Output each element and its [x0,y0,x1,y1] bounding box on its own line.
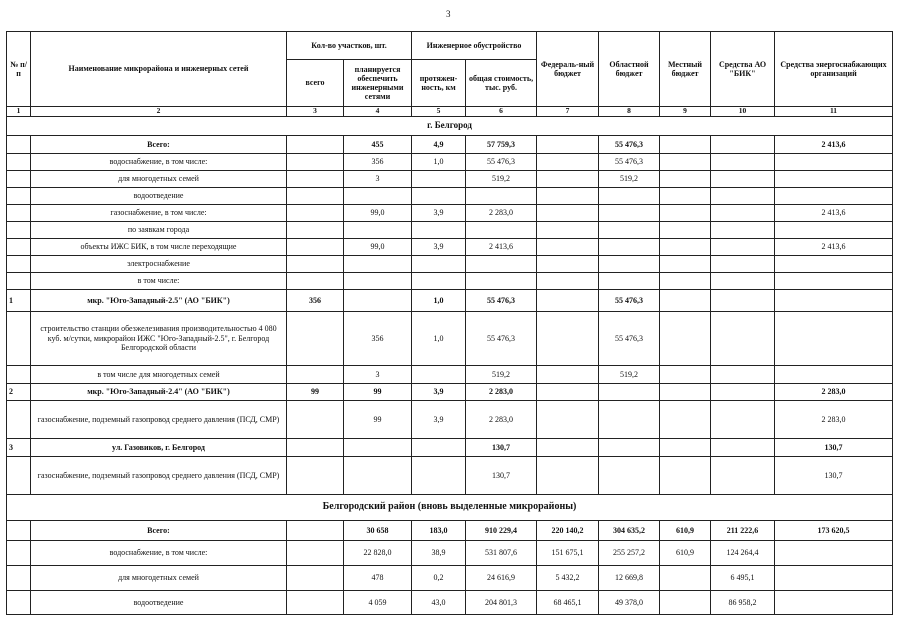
cell-c10 [711,289,775,311]
cell-c8 [599,400,660,438]
row-number [7,400,31,438]
cell-c3 [287,565,344,590]
cell-c3 [287,187,344,204]
cell-c10 [711,170,775,187]
table-row [7,204,893,221]
cell-c5: 4,9 [412,135,466,153]
header-col-total: всего [287,60,344,107]
cell-c11 [775,153,893,170]
column-number: 3 [287,107,344,117]
cell-c7 [537,135,599,153]
cell-c3 [287,540,344,565]
cell-c5: 43,0 [412,590,466,614]
table-row [7,540,893,565]
table-row [7,272,893,289]
cell-c4: 99 [344,383,412,400]
column-number: 9 [660,107,711,117]
cell-c9 [660,153,711,170]
cell-c11 [775,170,893,187]
cell-c11 [775,289,893,311]
cell-c7 [537,365,599,383]
cell-c9 [660,438,711,456]
row-number [7,238,31,255]
cell-c5 [412,255,466,272]
table-row [7,170,893,187]
cell-c7 [537,255,599,272]
column-number: 6 [466,107,537,117]
row-number [7,272,31,289]
cell-c10 [711,438,775,456]
row-number [7,204,31,221]
cell-c10: 124 264,4 [711,540,775,565]
cell-c7 [537,187,599,204]
cell-c9 [660,187,711,204]
cell-c5 [412,221,466,238]
cell-c10: 86 958,2 [711,590,775,614]
header-col-cost: общая стоимость, тыс. руб. [466,60,537,107]
column-number: 4 [344,107,412,117]
cell-c11 [775,565,893,590]
cell-c11 [775,311,893,365]
table-row [7,565,893,590]
cell-c7 [537,438,599,456]
row-name: ул. Газовиков, г. Белгород [31,438,287,456]
cell-c8 [599,456,660,494]
cell-c5: 3,9 [412,383,466,400]
cell-c3 [287,255,344,272]
cell-c10: 211 222,6 [711,520,775,540]
row-name: газоснабжение, в том числе: [31,204,287,221]
cell-c6: 910 229,4 [466,520,537,540]
row-name: мкр. "Юго-Западный-2.4" (АО "БИК") [31,383,287,400]
cell-c9 [660,170,711,187]
cell-c6 [466,272,537,289]
cell-c10 [711,135,775,153]
cell-c4: 478 [344,565,412,590]
table-row [7,365,893,383]
cell-c3 [287,400,344,438]
cell-c9 [660,311,711,365]
cell-c3 [287,590,344,614]
header-col-regional: Областной бюджет [599,32,660,107]
cell-c11: 130,7 [775,456,893,494]
page-number: 3 [446,9,451,19]
section-title-row [7,494,893,520]
cell-c4: 356 [344,311,412,365]
cell-c4: 99 [344,400,412,438]
header-col-federal: Федераль-ный бюджет [537,32,599,107]
cell-c5 [412,456,466,494]
cell-c4: 22 828,0 [344,540,412,565]
column-number: 11 [775,107,893,117]
cell-c8: 519,2 [599,365,660,383]
cell-c6: 2 413,6 [466,238,537,255]
financing-table [6,31,893,615]
column-number: 10 [711,107,775,117]
cell-c9 [660,272,711,289]
row-name: мкр. "Юго-Западный-2.5" (АО "БИК") [31,289,287,311]
cell-c7: 68 465,1 [537,590,599,614]
cell-c5 [412,170,466,187]
row-name: объекты ИЖС БИК, в том числе переходящие [31,238,287,255]
table-row [7,311,893,365]
row-name: водоснабжение, в том числе: [31,540,287,565]
cell-c9 [660,365,711,383]
cell-c5 [412,438,466,456]
cell-c6 [466,187,537,204]
cell-c11 [775,540,893,565]
column-number: 2 [31,107,287,117]
cell-c4 [344,438,412,456]
cell-c10 [711,365,775,383]
cell-c7 [537,204,599,221]
row-name: газоснабжение, подземный газопровод среднего давления (ПСД, СМР) [31,456,287,494]
cell-c10 [711,221,775,238]
header-col-no: № п/п [7,32,31,107]
cell-c10 [711,187,775,204]
row-number [7,221,31,238]
table-row [7,238,893,255]
cell-c7 [537,272,599,289]
cell-c7: 5 432,2 [537,565,599,590]
row-name: Всего: [31,135,287,153]
cell-c5: 3,9 [412,238,466,255]
cell-c10 [711,204,775,221]
cell-c3 [287,135,344,153]
cell-c3 [287,365,344,383]
table-row [7,187,893,204]
row-name: электроснабжение [31,255,287,272]
row-name: строительство станции обезжелезивания производительностью 4 080 куб. м/сутки, микрорайон ИЖС "Юго-Западный-2.5", г. Белгород Белгородской области [31,311,287,365]
cell-c9 [660,400,711,438]
cell-c7 [537,400,599,438]
cell-c7 [537,289,599,311]
row-name: газоснабжение, подземный газопровод среднего давления (ПСД, СМР) [31,400,287,438]
cell-c3 [287,311,344,365]
cell-c10: 6 495,1 [711,565,775,590]
cell-c11 [775,221,893,238]
cell-c11: 2 283,0 [775,383,893,400]
cell-c3 [287,520,344,540]
cell-c7: 151 675,1 [537,540,599,565]
column-number: 7 [537,107,599,117]
cell-c10 [711,272,775,289]
cell-c8: 519,2 [599,170,660,187]
cell-c7 [537,456,599,494]
cell-c8 [599,255,660,272]
cell-c6 [466,255,537,272]
row-name: в том числе для многодетных семей [31,365,287,383]
row-name: в том числе: [31,272,287,289]
table-row [7,135,893,153]
cell-c9 [660,135,711,153]
cell-c10 [711,400,775,438]
row-number [7,520,31,540]
row-name: водоотведение [31,187,287,204]
cell-c6: 55 476,3 [466,153,537,170]
table-row [7,383,893,400]
section-title-row [7,116,893,135]
cell-c3 [287,438,344,456]
cell-c7 [537,238,599,255]
section-title: Белгородский район (вновь выделенные микрорайоны) [7,494,893,520]
cell-c5: 3,9 [412,204,466,221]
row-name: водоснабжение, в том числе: [31,153,287,170]
column-number: 8 [599,107,660,117]
cell-c4 [344,221,412,238]
cell-c3 [287,153,344,170]
cell-c11 [775,187,893,204]
cell-c9 [660,221,711,238]
cell-c9: 610,9 [660,540,711,565]
row-number [7,170,31,187]
cell-c11 [775,255,893,272]
row-number [7,456,31,494]
cell-c9 [660,456,711,494]
cell-c9 [660,565,711,590]
column-number: 5 [412,107,466,117]
cell-c6: 55 476,3 [466,289,537,311]
cell-c4: 4 059 [344,590,412,614]
cell-c3 [287,238,344,255]
header-group-plots: Кол-во участков, шт. [287,32,412,60]
cell-c6: 130,7 [466,438,537,456]
cell-c6: 55 476,3 [466,311,537,365]
row-number: 2 [7,383,31,400]
header-col-energy: Средства энергоснабжающих организаций [775,32,893,107]
cell-c7 [537,311,599,365]
cell-c6: 2 283,0 [466,400,537,438]
table-row [7,255,893,272]
row-name: для многодетных семей [31,170,287,187]
header-col-length: протяжен-ность, км [412,60,466,107]
cell-c7 [537,383,599,400]
cell-c4 [344,187,412,204]
cell-c6: 531 807,6 [466,540,537,565]
header-row-top [7,32,893,60]
cell-c9 [660,289,711,311]
cell-c3 [287,272,344,289]
cell-c4: 99,0 [344,238,412,255]
cell-c3 [287,170,344,187]
cell-c5: 183,0 [412,520,466,540]
cell-c8: 55 476,3 [599,153,660,170]
cell-c5: 1,0 [412,153,466,170]
cell-c8: 55 476,3 [599,289,660,311]
cell-c6 [466,221,537,238]
cell-c6: 57 759,3 [466,135,537,153]
cell-c10 [711,255,775,272]
header-col-name: Наименование микрорайона и инженерных сетей [31,32,287,107]
cell-c11: 2 413,6 [775,204,893,221]
cell-c11: 2 413,6 [775,238,893,255]
table-row [7,590,893,614]
table-row [7,400,893,438]
table-row [7,221,893,238]
cell-c8 [599,383,660,400]
cell-c8 [599,438,660,456]
header-col-local: Местный бюджет [660,32,711,107]
cell-c6: 204 801,3 [466,590,537,614]
cell-c9 [660,204,711,221]
row-number [7,540,31,565]
cell-c8 [599,238,660,255]
cell-c4: 356 [344,153,412,170]
cell-c8: 255 257,2 [599,540,660,565]
cell-c8 [599,221,660,238]
cell-c7: 220 140,2 [537,520,599,540]
cell-c11: 2 283,0 [775,400,893,438]
table-row [7,520,893,540]
cell-c9 [660,383,711,400]
cell-c8: 304 635,2 [599,520,660,540]
row-name: для многодетных семей [31,565,287,590]
row-name: по заявкам города [31,221,287,238]
header-col-planned: планируется обеспечить инженерными сетями [344,60,412,107]
cell-c10 [711,153,775,170]
cell-c7 [537,153,599,170]
cell-c9 [660,238,711,255]
table-row [7,456,893,494]
column-number: 1 [7,107,31,117]
row-number: 1 [7,289,31,311]
cell-c6: 519,2 [466,365,537,383]
cell-c7 [537,221,599,238]
column-number-row [7,107,893,117]
cell-c5 [412,365,466,383]
cell-c4: 3 [344,170,412,187]
row-number [7,365,31,383]
cell-c8: 55 476,3 [599,135,660,153]
cell-c6: 24 616,9 [466,565,537,590]
cell-c3: 99 [287,383,344,400]
cell-c10 [711,311,775,365]
row-number [7,590,31,614]
cell-c10 [711,383,775,400]
cell-c5 [412,187,466,204]
cell-c5: 0,2 [412,565,466,590]
cell-c6: 2 283,0 [466,383,537,400]
row-number [7,255,31,272]
cell-c4: 3 [344,365,412,383]
cell-c11 [775,272,893,289]
cell-c10 [711,456,775,494]
cell-c11: 173 620,5 [775,520,893,540]
cell-c4: 455 [344,135,412,153]
table-row [7,289,893,311]
cell-c7 [537,170,599,187]
cell-c10 [711,238,775,255]
cell-c5: 1,0 [412,289,466,311]
row-name: водоотведение [31,590,287,614]
cell-c11: 130,7 [775,438,893,456]
header-group-infra: Инженерное обустройство [412,32,537,60]
cell-c8: 12 669,8 [599,565,660,590]
table-row [7,438,893,456]
cell-c8 [599,187,660,204]
cell-c8 [599,272,660,289]
cell-c9 [660,255,711,272]
cell-c11 [775,590,893,614]
cell-c8: 55 476,3 [599,311,660,365]
cell-c6: 130,7 [466,456,537,494]
row-number [7,187,31,204]
cell-c5: 1,0 [412,311,466,365]
row-number [7,565,31,590]
row-number [7,135,31,153]
cell-c4 [344,289,412,311]
cell-c8: 49 378,0 [599,590,660,614]
row-name: Всего: [31,520,287,540]
table-body [7,32,893,615]
cell-c3 [287,221,344,238]
cell-c11 [775,365,893,383]
cell-c6: 2 283,0 [466,204,537,221]
cell-c5: 3,9 [412,400,466,438]
cell-c9: 610,9 [660,520,711,540]
table-row [7,153,893,170]
row-number [7,311,31,365]
cell-c3 [287,204,344,221]
cell-c3 [287,456,344,494]
cell-c8 [599,204,660,221]
section-title: г. Белгород [7,116,893,135]
cell-c5: 38,9 [412,540,466,565]
cell-c4 [344,456,412,494]
cell-c6: 519,2 [466,170,537,187]
cell-c4 [344,272,412,289]
cell-c9 [660,590,711,614]
header-col-bik: Средства АО "БИК" [711,32,775,107]
row-number: 3 [7,438,31,456]
cell-c5 [412,272,466,289]
cell-c4 [344,255,412,272]
cell-c4: 30 658 [344,520,412,540]
cell-c11: 2 413,6 [775,135,893,153]
cell-c3: 356 [287,289,344,311]
row-number [7,153,31,170]
cell-c4: 99,0 [344,204,412,221]
